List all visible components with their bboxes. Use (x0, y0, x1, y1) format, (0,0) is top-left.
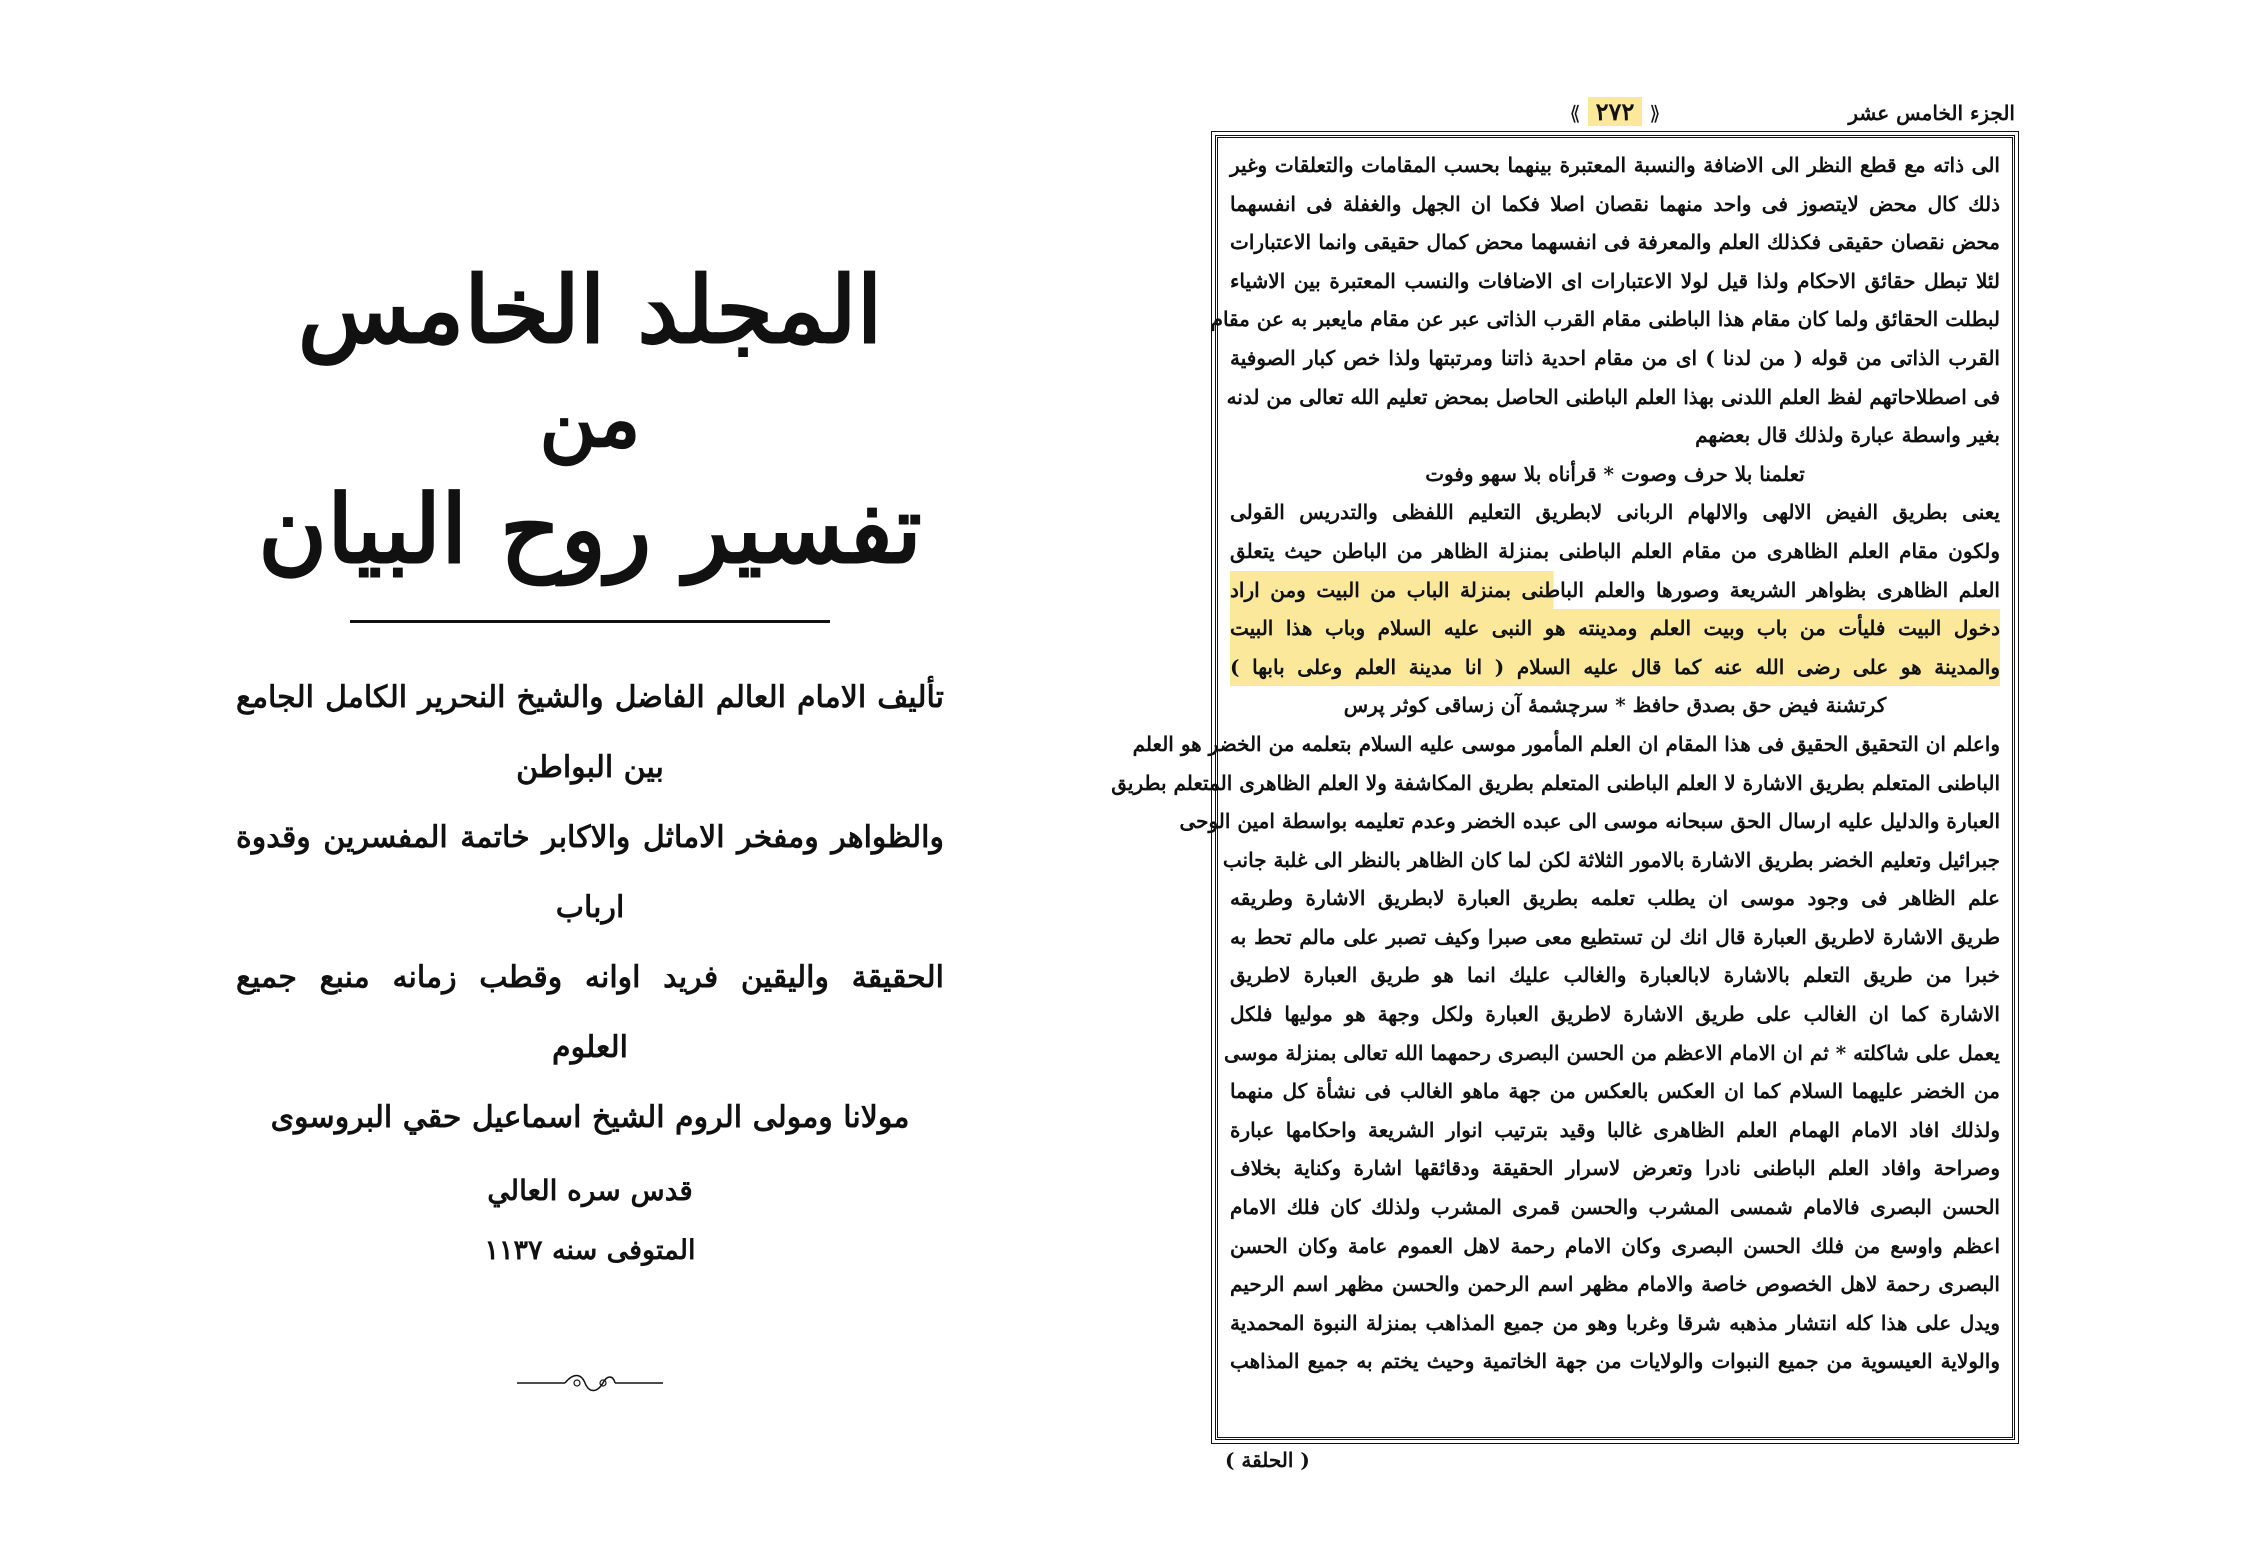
title-divider (350, 620, 830, 623)
text-line: العبارة والدليل عليه ارسال الحق سبحانه موسى الى عبده الخضر وعدم تعليمه بواسطة امين الوحى (1179, 809, 2000, 834)
author-line: مولانا ومولى الروم الشيخ اسماعيل حقي البروسوى (270, 1100, 910, 1135)
death-date: المتوفى سنه ١١٣٧ (484, 1235, 696, 1266)
highlighted-line: العلم الظاهرى بظواهر الشريعة وصورها والعلم الباطنى بمنزلة الباب من البيت ومن اراد (1230, 571, 2000, 610)
text-line: ذلك كال محض لايتصوز فى واحد منهما نقصان اصلا فكما ان الجهل والغفلة فى انفسهما (1230, 191, 2000, 216)
author-block (230, 663, 950, 1153)
author-line: تأليف الامام العالم الفاضل والشيخ النحرير الكامل الجامع بين البواطن (236, 680, 944, 785)
author-line: الحقيقة واليقين فريد اوانه وقطب زمانه منبع جميع العلوم (236, 960, 944, 1065)
text-line: الباطنى المتعلم بطريق الاشارة لا العلم الباطنى المتعلم بطريق المكاشفة ولا العلم الظاهرى المتعلم بطريق (1111, 770, 2000, 795)
text-line: طريق الاشارة لاطريق العبارة قال انك لن تستطيع معى صبرا وكيف تصبر على مالم تحط به (1230, 924, 2000, 949)
text-line: محض نقصان حقيقى فكذلك العلم والمعرفة فى انفسهما محض كمال حقيقى وانما الاعتبارات (1230, 230, 2000, 255)
text-line: لبطلت الحقائق ولما كان مقام هذا الباطنى مقام القرب الذاتى عبر عن مقام مايعبر به عن مقام (1210, 307, 2000, 332)
text-line: الاشارة كما ان الغالب على طريق الاشارة لاطريق العبارة ولكل وجهة هو موليها فلكل (1230, 1002, 2000, 1027)
text-line: القرب الذاتى من قوله ( من لدنا ) اى من مقام احدية ذاتنا ومرتبتها ولذا خص كبار الصوفية (1230, 345, 2000, 370)
ornament-divider-icon (515, 1371, 665, 1395)
page-number-ornament-icon: ⟪ (1649, 101, 1661, 125)
page-number: ٢٧٢ (1588, 97, 1643, 126)
text-line: من الخضر عليهما السلام كما ان العكس بالعكس من جهة ماهو الغالب فى نشأة كل منهما (1230, 1079, 2000, 1104)
running-head-part: الجزء الخامس عشر (1848, 101, 2015, 125)
page-number-block (1515, 97, 1715, 126)
honorific: قدس سره العالي (487, 1174, 693, 1207)
text-line: اعظم واوسع من فلك الحسن البصرى وكان الامام رحمة لاهل العموم عامة وكان الحسن (1230, 1233, 2000, 1258)
text-line: الحسن البصرى فالامام شمسى المشرب والحسن قمرى المشرب ولذلك كان فلك الامام (1230, 1195, 2000, 1220)
from-word: من (539, 374, 641, 465)
text-line: بغير واسطة عبارة ولذلك قال بعضهم (1695, 423, 2000, 448)
text-line: فى اصطلاحاتهم لفظ العلم اللدنى بهذا العلم الباطنى الحاصل بمحض تعليم الله تعالى من لدنه (1226, 384, 2000, 409)
text-page (1111, 95, 2015, 1472)
text-line: لئلا تبطل حقائق الاحكام ولذا قيل لولا الاعتبارات اى الاضافات والنسب المعتبرة بين الاشياء (1230, 268, 2000, 293)
text-line: يعمل على شاكلته * ثم ان الامام الاعظم من الحسن البصرى رحمهما الله تعالى بمنزلة موسى (1224, 1040, 2000, 1065)
author-line: والظواهر ومفخر الاماثل والاكابر خاتمة المفسرين وقدوة ارباب (236, 820, 944, 925)
title-page (230, 220, 950, 1399)
text-line: الى ذاته مع قطع النظر الى الاضافة والنسبة المعتبرة بينهما بحسب المقامات والتعلقات وغير (1230, 153, 2000, 177)
text-line: والولاية العيسوية من جميع النبوات والولايات من جهة الخاتمية وحيث يختم به جميع المذاهب (1230, 1349, 2000, 1374)
text-line: واعلم ان التحقيق الحقيق فى هذا المقام ان العلم المأمور موسى عليه السلام بتعلمه من الخضر هو العلم (1132, 731, 2000, 756)
text-line: خبرا من طريق التعلم بالاشارة لابالعبارة والغالب عليك انما هو طريق العبارة لاطريق (1230, 963, 2000, 988)
catchword: ( الحلقة ) (1225, 1448, 1310, 1472)
highlighted-line: دخول البيت فليأت من باب وبيت العلم ومدينته هو النبى عليه السلام وباب هذا البيت (1230, 609, 2000, 648)
running-head (1215, 95, 2015, 135)
text-line: جبرائيل وتعليم الخضر بطريق الاشارة بالامور الثلاثة لكن لما كان الظاهر بالنظر الى غلبة جانب (1222, 847, 2000, 872)
text-line: وصراحة وافاد العلم الباطنى نادرا وتعرض لاسرار الحقيقة ودقائقها اشارة وكناية بخلاف (1230, 1156, 2000, 1181)
highlighted-line: والمدينة هو على رضى الله عنه كما قال عليه السلام ( انا مدينة العلم وعلى بابها ) (1230, 648, 2000, 687)
text-line: يعنى بطريق الفيض الالهى والالهام الربانى لابطريق التعليم اللفظى والتدريس القولى (1230, 500, 2000, 525)
text-line: ويدل على هذا كله انتشار مذهبه شرقا وغربا وهو من جميع المذاهب بمنزلة النبوة المحمدية (1230, 1310, 2000, 1335)
text-line: ولكون مقام العلم الظاهرى من مقام العلم الباطنى بمنزلة الظاهر من الباطن حيث يتعلق (1230, 538, 2000, 563)
text-line: البصرى رحمة لاهل الخصوص خاصة والامام مظهر اسم الرحمن والحسن مظهر اسم الرحيم (1230, 1272, 2000, 1297)
text-line: ولذلك افاد الامام الهمام العلم الظاهرى غالبا وقيد بترتيب انوار الشريعة واحكامها عبارة (1230, 1117, 2000, 1142)
page-number-ornament-icon: ⟫ (1569, 101, 1581, 125)
book-title: تفسير روح البيان (258, 475, 922, 585)
verse-line: تعلمنا بلا حرف وصوت * قرأناه بلا سهو وفوت (1425, 461, 1805, 486)
volume-title: المجلد الخامس (297, 256, 883, 364)
text-line: علم الظاهر فى وجود موسى ان يطلب تعلمه بطريق العبارة لابطريق الاشارة وطريقه (1230, 886, 2000, 911)
text-frame (1111, 135, 2015, 1440)
verse-line: كرتشنة فيض حق بصدق حافظ * سرچشمۀ آن زساقى كوثر پرس (1343, 693, 1887, 718)
